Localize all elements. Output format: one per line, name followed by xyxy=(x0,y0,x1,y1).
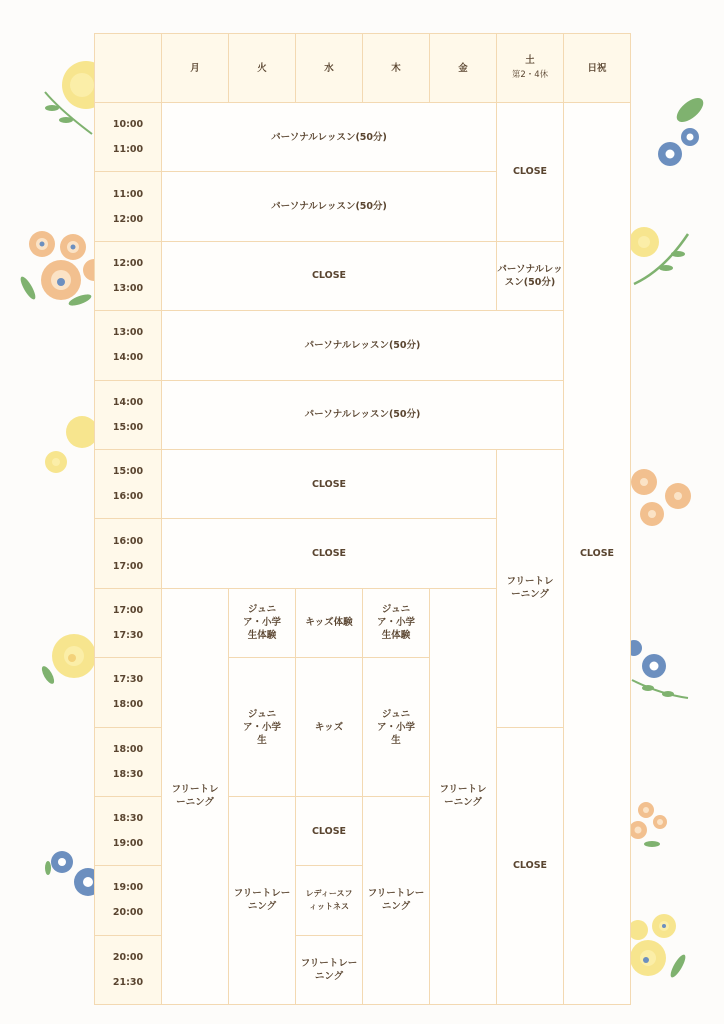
time-slot xyxy=(95,866,162,935)
schedule-cell xyxy=(229,658,296,797)
wed-free-training: フリートレーニング xyxy=(300,957,358,982)
schedule-table xyxy=(94,33,631,1005)
flower-decoration-right xyxy=(624,0,724,1024)
blue-flower-icon xyxy=(626,640,666,678)
time-end: 16:00 xyxy=(112,491,144,503)
schedule-cell xyxy=(162,588,229,1004)
time-end: 12:00 xyxy=(112,213,144,225)
time-start: 20:00 xyxy=(112,951,144,963)
schedule-cell xyxy=(296,935,363,1004)
schedule-cell: パーソナルレッスン(50分) xyxy=(162,380,564,449)
schedule-cell: パーソナルレッスン(50分) xyxy=(162,172,497,241)
schedule-cell: CLOSE xyxy=(497,727,564,1005)
blue-flower-icon xyxy=(658,128,699,166)
header-day-sat-label: 土 xyxy=(525,55,535,66)
schedule-cell xyxy=(296,866,363,935)
time-end: 17:30 xyxy=(112,629,144,641)
schedule-cell xyxy=(363,588,430,657)
time-end: 14:00 xyxy=(112,352,144,364)
time-slot xyxy=(95,796,162,865)
time-slot xyxy=(95,241,162,310)
time-end: 15:00 xyxy=(112,421,144,433)
time-start: 13:00 xyxy=(112,327,144,339)
schedule-cell: キッズ体験 xyxy=(296,588,363,657)
time-start: 17:30 xyxy=(112,674,144,686)
orange-flower-icon xyxy=(631,469,691,526)
schedule-cell: CLOSE xyxy=(296,796,363,865)
time-start: 19:00 xyxy=(112,882,144,894)
time-slot xyxy=(95,380,162,449)
flower-decoration-left xyxy=(0,0,100,1024)
orange-flower-icon xyxy=(29,231,100,300)
header-day-thu: 木 xyxy=(363,34,430,103)
fri-free-training: フリートレーニング xyxy=(439,784,487,809)
leaf-icon xyxy=(673,94,708,127)
time-slot xyxy=(95,103,162,172)
time-slot xyxy=(95,935,162,1004)
header-day-fri: 金 xyxy=(430,34,497,103)
schedule-cell xyxy=(229,588,296,657)
schedule-cell xyxy=(430,588,497,1004)
schedule-cell: パーソナルレッスン(50分) xyxy=(162,311,564,380)
time-slot xyxy=(95,588,162,657)
schedule-cell xyxy=(363,658,430,797)
time-start: 17:00 xyxy=(112,604,144,616)
saturday-note: 第2・4休 xyxy=(511,70,549,80)
schedule-cell: パーソナルレッスン(50分) xyxy=(162,103,497,172)
yellow-flower-icon xyxy=(628,914,676,976)
sat-free-training: フリートレーニング xyxy=(506,576,554,601)
tue-junior-trial: ジュニア・小学生体験 xyxy=(242,604,281,642)
header-day-tue: 火 xyxy=(229,34,296,103)
time-start: 12:00 xyxy=(112,257,144,269)
time-end: 17:00 xyxy=(112,560,144,572)
wed-ladies-fitness: レディースフィットネス xyxy=(305,889,353,912)
header-corner xyxy=(95,34,162,103)
schedule-cell: CLOSE xyxy=(162,241,497,310)
time-start: 14:00 xyxy=(112,396,144,408)
table-row xyxy=(95,380,631,449)
schedule-cell: キッズ xyxy=(296,658,363,797)
mon-free-training: フリートレーニング xyxy=(171,784,219,809)
blue-flower-icon xyxy=(51,851,100,896)
time-slot xyxy=(95,727,162,796)
table-row xyxy=(95,311,631,380)
header-day-sun: 日祝 xyxy=(564,34,631,103)
time-slot xyxy=(95,449,162,518)
header-day-mon: 月 xyxy=(162,34,229,103)
yellow-flower-icon xyxy=(629,227,659,257)
time-slot xyxy=(95,519,162,588)
time-start: 11:00 xyxy=(112,188,144,200)
time-start: 16:00 xyxy=(112,535,144,547)
schedule-cell xyxy=(497,449,564,727)
time-end: 11:00 xyxy=(112,144,144,156)
header-day-sat xyxy=(497,34,564,103)
leaf-icon xyxy=(45,105,59,111)
time-start: 18:30 xyxy=(112,813,144,825)
time-end: 21:30 xyxy=(112,976,144,988)
time-end: 13:00 xyxy=(112,282,144,294)
time-end: 18:00 xyxy=(112,699,144,711)
schedule-cell: CLOSE xyxy=(497,103,564,242)
schedule-cell: CLOSE xyxy=(564,103,631,1005)
table-row xyxy=(95,103,631,172)
tue-junior: ジュニア・小学生 xyxy=(242,708,281,746)
thu-junior: ジュニア・小学生 xyxy=(376,708,415,746)
table-row xyxy=(95,241,631,310)
schedule-cell xyxy=(229,796,296,1004)
time-end: 20:00 xyxy=(112,907,144,919)
time-start: 10:00 xyxy=(112,119,144,131)
tue-free-training: フリートレーニング xyxy=(233,888,291,913)
schedule-cell: CLOSE xyxy=(162,519,497,588)
time-start: 15:00 xyxy=(112,466,144,478)
time-slot xyxy=(95,172,162,241)
table-row xyxy=(95,449,631,518)
time-end: 19:00 xyxy=(112,838,144,850)
time-start: 18:00 xyxy=(112,743,144,755)
schedule-cell xyxy=(363,796,430,1004)
time-slot xyxy=(95,311,162,380)
time-end: 18:30 xyxy=(112,768,144,780)
header-day-wed: 水 xyxy=(296,34,363,103)
schedule-cell: パーソナルレッスン(50分) xyxy=(497,241,564,310)
time-slot xyxy=(95,658,162,727)
orange-flower-icon xyxy=(629,802,667,839)
schedule-cell: CLOSE xyxy=(162,449,497,518)
thu-free-training: フリートレーニング xyxy=(367,888,425,913)
yellow-flower-icon xyxy=(45,416,98,678)
thu-junior-trial: ジュニア・小学生体験 xyxy=(376,604,415,642)
header-row xyxy=(95,34,631,103)
